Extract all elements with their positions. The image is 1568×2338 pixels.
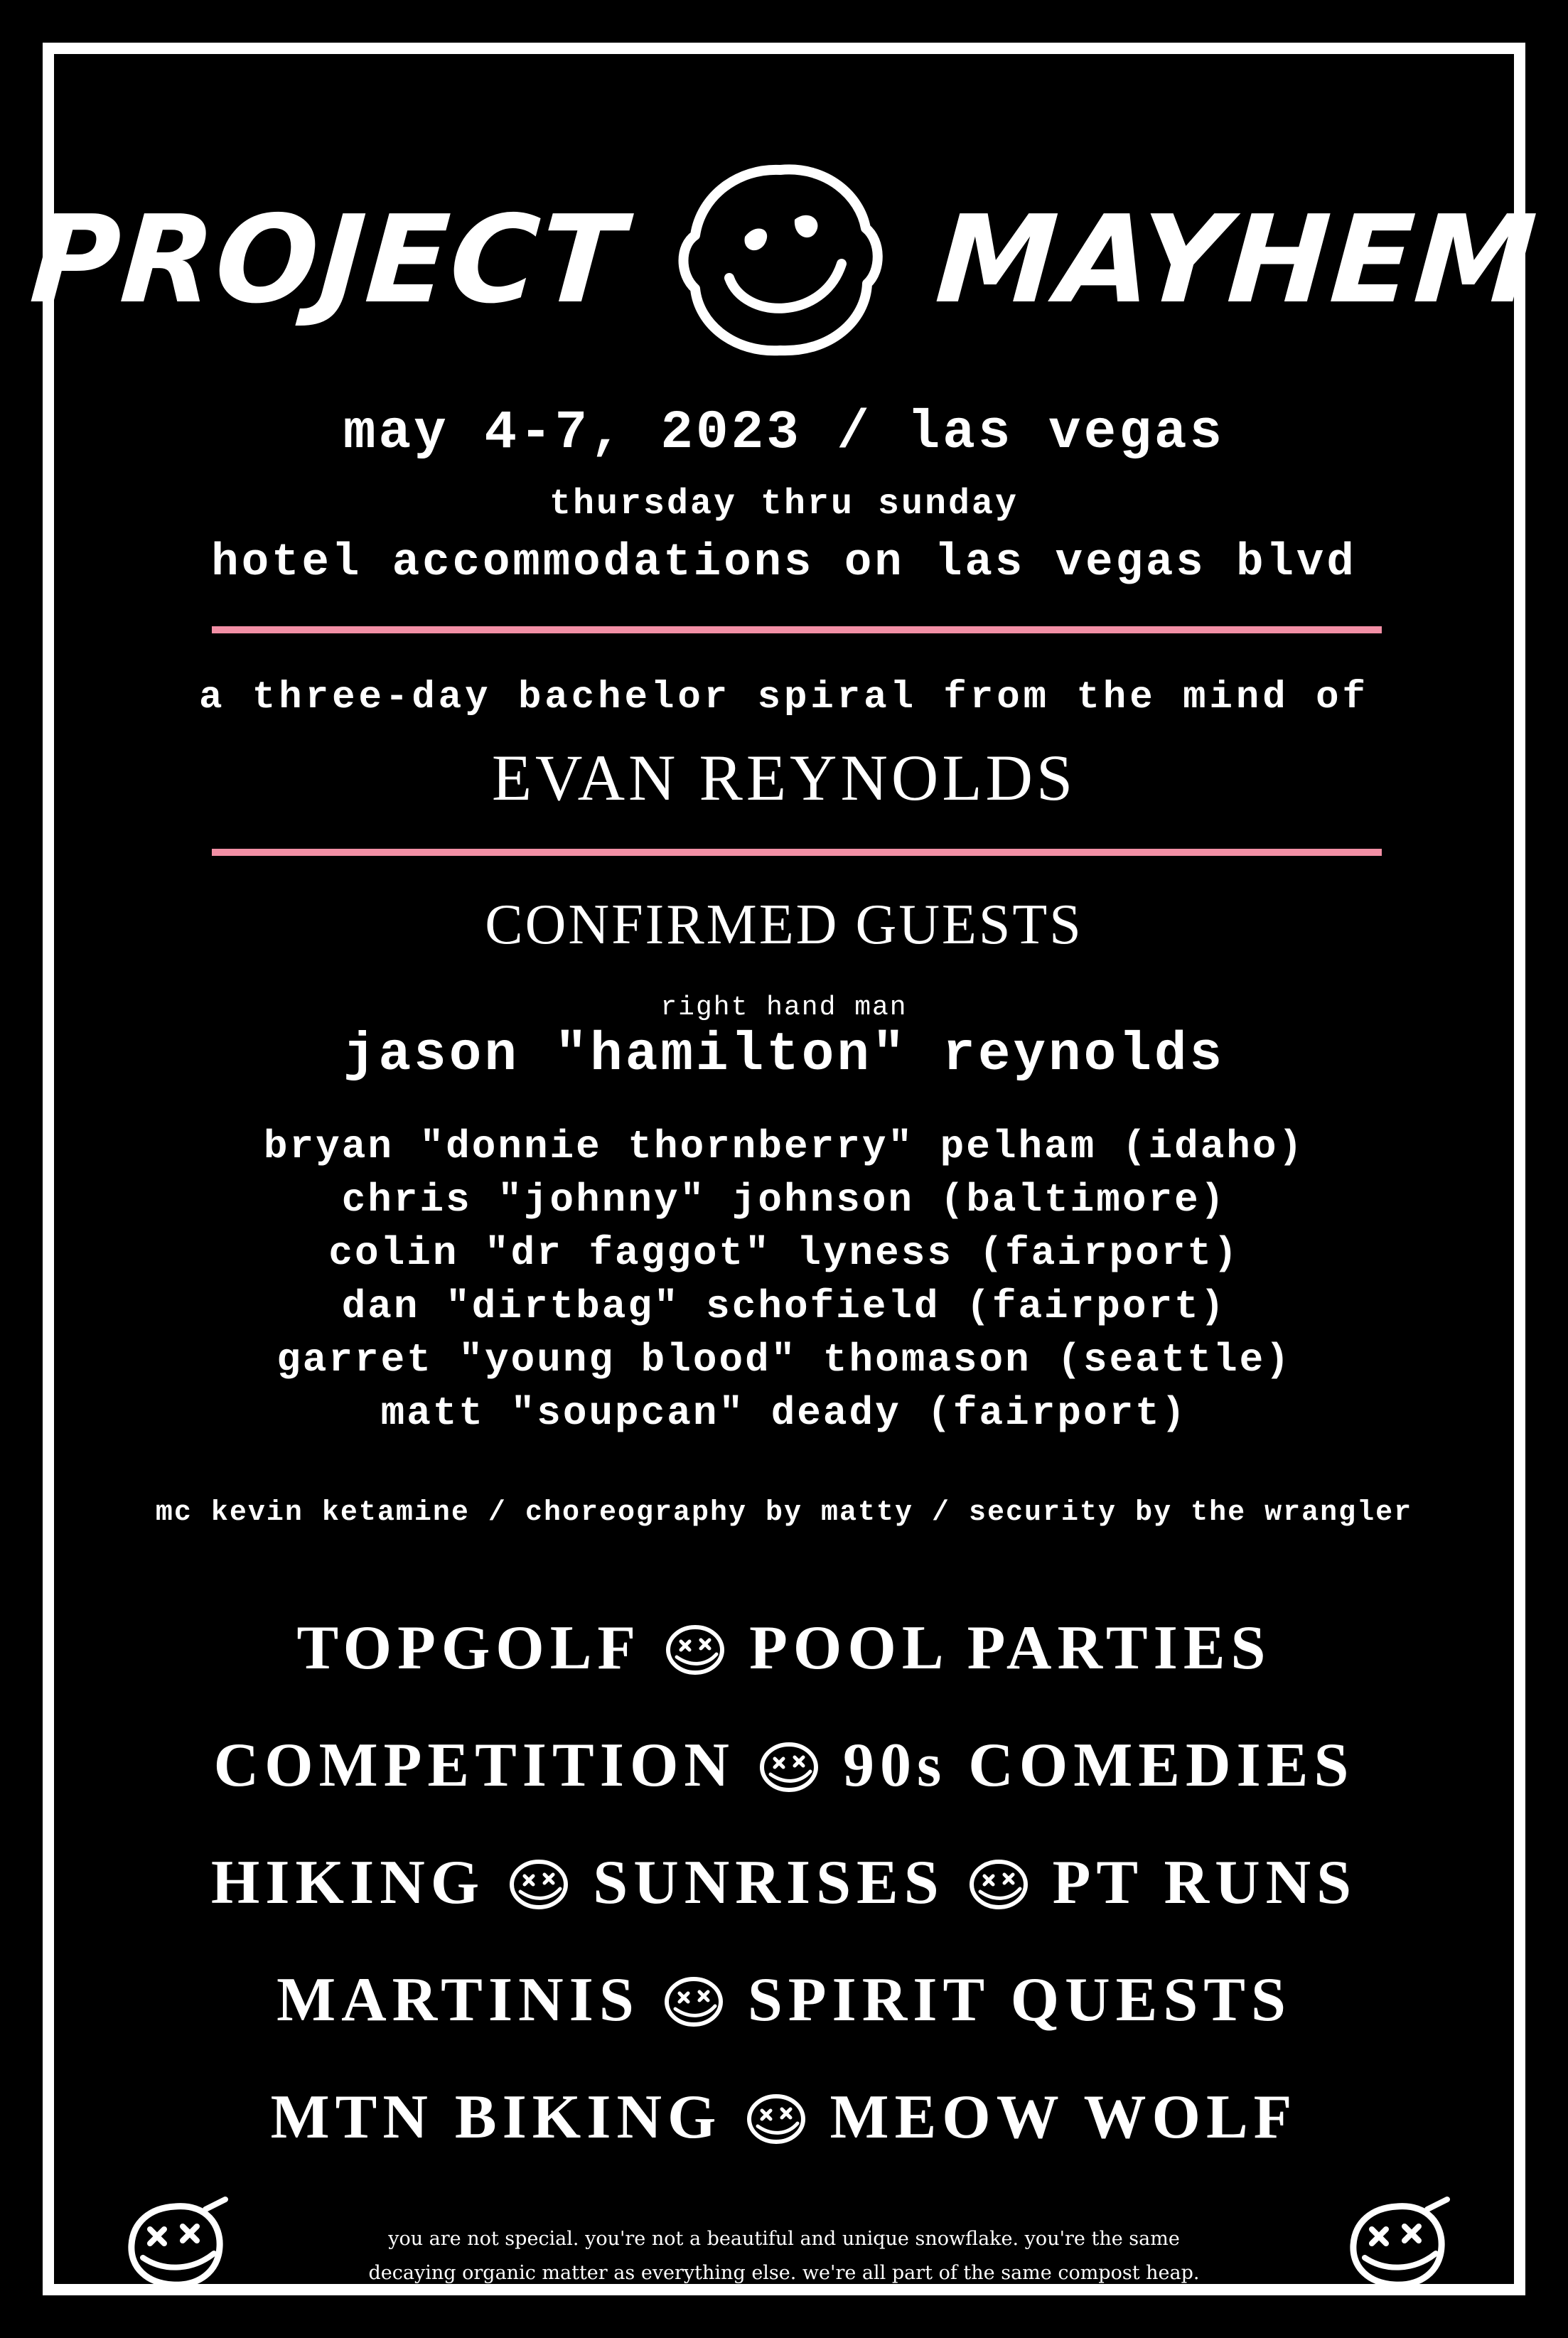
activities-list xyxy=(54,1589,1514,2176)
x-eyes-face-icon xyxy=(756,1737,822,1794)
x-eyes-face-icon xyxy=(506,1855,571,1911)
x-eyes-face-icon xyxy=(662,1620,728,1677)
activity-item: POOL PARTIES xyxy=(749,1614,1272,1683)
right-hand-label: right hand man xyxy=(660,992,908,1023)
x-eyes-face-icon xyxy=(966,1855,1031,1911)
x-eyes-face-icon xyxy=(743,2089,809,2146)
tagline: a three-day bachelor spiral from the mind of xyxy=(199,676,1369,719)
poster-frame xyxy=(26,43,1542,2295)
activity-line xyxy=(54,1707,1514,1824)
activity-item: MARTINIS xyxy=(276,1966,640,2034)
activity-line xyxy=(54,2059,1514,2176)
hotel-info: hotel accommodations on las vegas blvd xyxy=(211,537,1357,589)
x-eyes-face-icon xyxy=(661,1972,726,2029)
activity-item: COMPETITION xyxy=(213,1731,735,1800)
activity-line xyxy=(54,1824,1514,1941)
guest-item: colin "dr faggot" lyness (fairport) xyxy=(328,1230,1240,1276)
host-name: EVAN REYNOLDS xyxy=(491,741,1077,814)
activity-item: PT RUNS xyxy=(1052,1848,1358,1917)
pink-divider xyxy=(212,849,1382,856)
quote-line-2: decaying organic matter as everything else. we're all part of the same compost heap. xyxy=(368,2262,1200,2284)
event-days: thursday thru sunday xyxy=(549,484,1019,525)
x-eyes-face-icon xyxy=(1343,2194,1450,2293)
activity-item: HIKING xyxy=(210,1848,485,1917)
activity-item: SPIRIT QUESTS xyxy=(747,1966,1292,2034)
title-mayhem: MAYHEM xyxy=(932,190,1542,331)
right-hand-name: jason "hamilton" reynolds xyxy=(343,1024,1225,1085)
guest-item: chris "johnny" johnson (baltimore) xyxy=(341,1177,1227,1223)
guest-item: bryan "donnie thornberry" pelham (idaho) xyxy=(263,1124,1305,1169)
date-location: may 4-7, 2023 / las vegas xyxy=(343,402,1225,463)
activity-item: SUNRISES xyxy=(593,1848,945,1917)
guests-title: CONFIRMED GUESTS xyxy=(485,894,1083,956)
credits: mc kevin ketamine / choreography by matty / security by the wrangler xyxy=(155,1497,1413,1529)
quote-line-1: you are not special. you're not a beautiful and unique snowflake. you're the same xyxy=(388,2228,1180,2250)
guest-item: dan "dirtbag" schofield (fairport) xyxy=(341,1284,1227,1329)
guest-item: garret "young blood" thomason (seattle) xyxy=(276,1337,1292,1383)
activity-item: MTN BIKING xyxy=(270,2083,722,2152)
activity-item: MEOW WOLF xyxy=(829,2083,1298,2152)
activity-line xyxy=(54,1941,1514,2059)
guest-item: matt "soupcan" deady (fairport) xyxy=(380,1390,1188,1436)
smiley-face-icon xyxy=(674,157,887,363)
activity-item: 90s COMEDIES xyxy=(842,1731,1355,1800)
activity-line xyxy=(54,1589,1514,1707)
title-row xyxy=(26,154,1542,367)
closing-quote xyxy=(54,2222,1514,2290)
title-project: PROJECT xyxy=(26,190,630,331)
guest-list xyxy=(54,1120,1514,1440)
pink-divider xyxy=(212,626,1382,633)
activity-item: TOPGOLF xyxy=(296,1614,642,1683)
